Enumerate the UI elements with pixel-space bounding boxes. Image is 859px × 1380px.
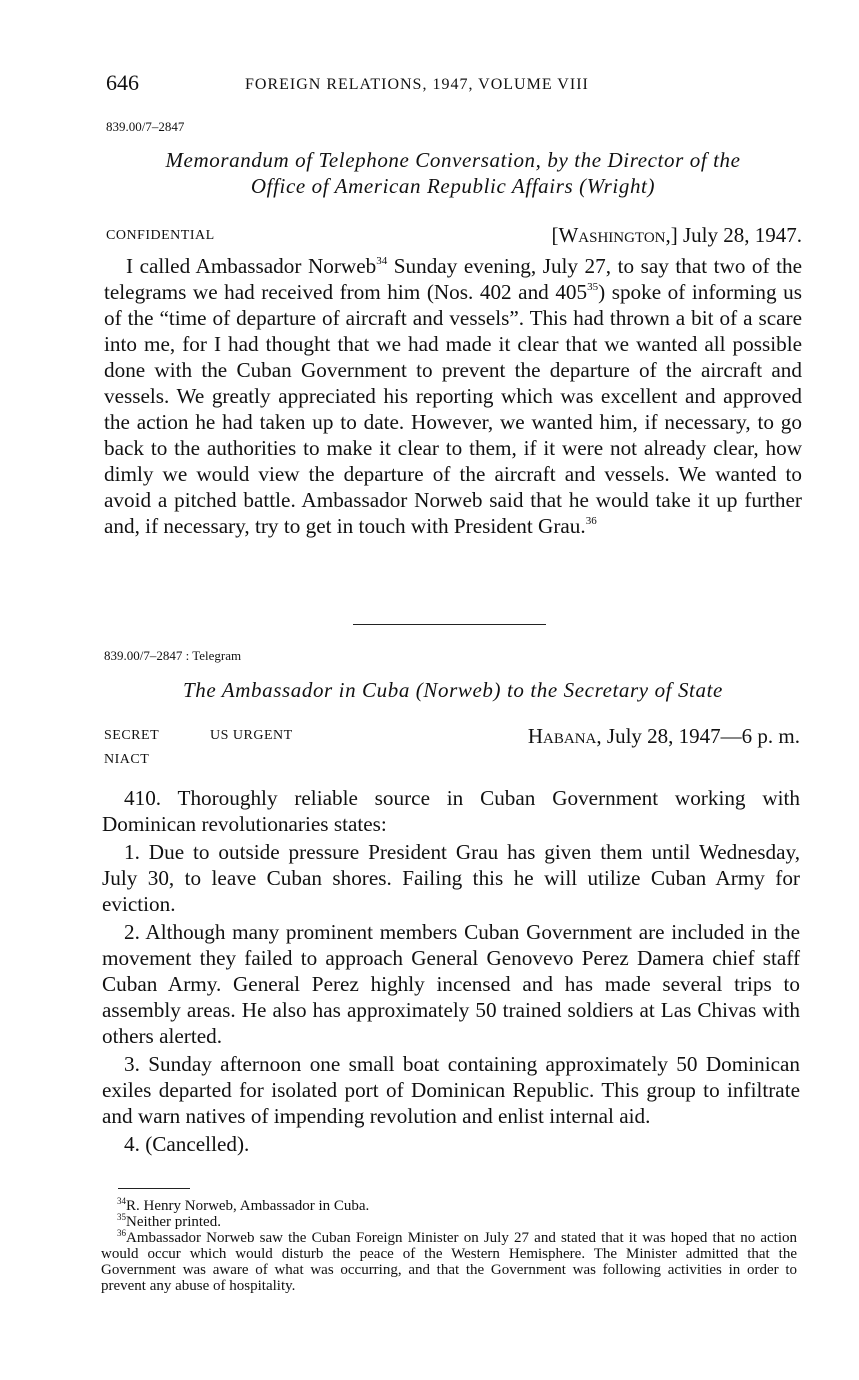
footnote-number: 34 [117, 1196, 126, 1206]
doc2-paragraph: 1. Due to outside pressure President Grau has given them until Wednesday, July 30, to leave Cuban shores. Failing this he will utilize Cuban Army for eviction. [102, 840, 800, 916]
footnote-ref-34: 34 [376, 255, 388, 267]
doc2-classification: SECRET [104, 728, 160, 743]
doc1-title-line2: Office of American Republic Affairs (Wright) [250, 174, 656, 198]
footnote-text: Ambassador Norweb saw the Cuban Foreign Minister on July 27 and stated that it was hoped that no action would occur which would disturb the peace of the Western Hemisphere. The Minister admitted that the Government was aware of what was occurring, and that the Government was following activities in order to prevent any abuse of hospitality. [101, 1230, 797, 1294]
doc2-paragraph: 3. Sunday afternoon one small boat containing approximately 50 Dominican exiles departed for isolated port of Dominican Republic. This group to infiltrate and warn natives of impending revolution and enlist internal aid. [102, 1052, 800, 1128]
doc1-dateline [450, 223, 802, 248]
footnote-ref-35: 35 [587, 281, 599, 293]
doc2-place: Habana, [527, 724, 602, 748]
footnotes [101, 1198, 797, 1294]
doc2-date: July 28, 1947—6 p. m. [606, 724, 800, 748]
doc2-body [102, 785, 800, 1157]
doc2-routing: NIACT [104, 752, 150, 767]
doc1-place: [Washington,] [551, 223, 678, 247]
section-divider [353, 624, 546, 625]
footnote-number: 35 [117, 1212, 126, 1222]
doc1-file-ref: 839.00/7–2847 [106, 119, 185, 134]
page-number: 646 [106, 70, 139, 95]
running-title: FOREIGN RELATIONS, 1947, VOLUME VIII [245, 76, 589, 93]
doc2-dateline [440, 724, 800, 749]
doc1-para-part1: I called Ambassador Norweb [126, 254, 377, 278]
doc2-paragraph: 2. Although many prominent members Cuban Government are included in the movement they failed to approach General Genovevo Perez Damera chief staff Cuban Army. General Perez highly incensed and has made several trips to assembly areas. He also has approximately 50 trained soldiers at Las Chivas with others alerted. [102, 920, 800, 1048]
footnote-number: 36 [117, 1228, 126, 1238]
doc2-priority: US URGENT [210, 728, 293, 743]
doc1-title [100, 147, 806, 199]
footnote-text: R. Henry Norweb, Ambassador in Cuba. [126, 1198, 370, 1214]
footnote-rule [118, 1188, 190, 1189]
doc1-date: July 28, 1947. [682, 223, 802, 247]
doc1-classification: CONFIDENTIAL [106, 228, 215, 243]
doc1-para-part2: Sunday evening, July 27, to say that two of the telegrams we had received from him (Nos. 402 and 405 [104, 254, 802, 304]
doc2-title: The Ambassador in Cuba (Norweb) to the Secretary of State [183, 678, 723, 702]
footnote [101, 1198, 797, 1214]
doc1-para-part3: ) spoke of informing us of the “time of departure of aircraft and vessels”. This had thrown a bit of a scare into me, for I had thought that we had made it clear that we wanted all possible done with the Cuban Government to prevent the departure of the aircraft and vessels. We greatly appreciated his reporting which was excellent and approved the action he had taken up to date. However, we wanted him, if necessary, to go back to the authorities to make it clear to them, if it were not already clear, how dimly we would view the departure of the aircraft and vessels. We wanted to avoid a pitched battle. Ambassador Norweb said that he would take it up further and, if necessary, try to get in touch with President Grau. [104, 280, 803, 538]
footnote [101, 1214, 797, 1230]
doc1-paragraph [104, 253, 802, 539]
doc2-paragraph: 410. Thoroughly reliable source in Cuban Government working with Dominican revolutionaries states: [102, 786, 800, 836]
footnote-ref-36: 36 [585, 515, 597, 527]
footnote-text: Neither printed. [126, 1214, 221, 1230]
doc2-paragraph: 4. (Cancelled). [124, 1132, 250, 1156]
footnote [101, 1230, 797, 1294]
doc2-file-ref: 839.00/7–2847 : Telegram [104, 648, 242, 663]
doc1-body [104, 253, 802, 539]
doc1-title-line1: Memorandum of Telephone Conversation, by the Director of the [165, 148, 741, 172]
